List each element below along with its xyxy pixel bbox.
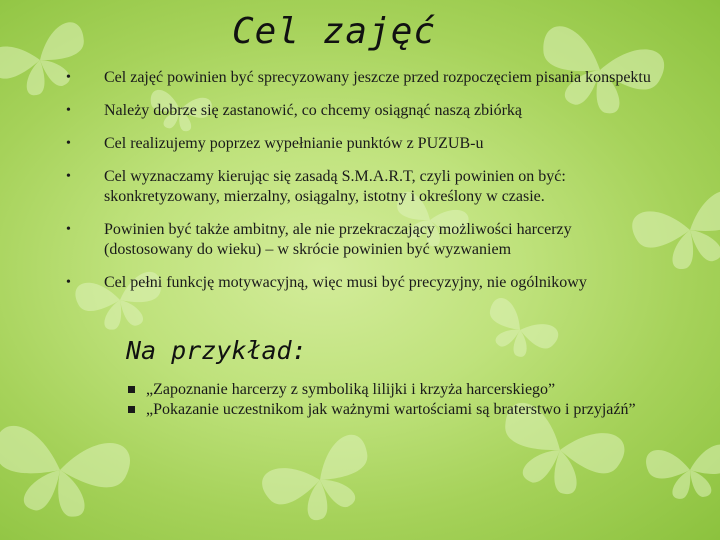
square-bullet-icon: [128, 386, 135, 393]
bullet-dot: •: [66, 169, 71, 184]
bullet-text: Cel pełni funkcję motywacyjną, więc musi być precyzyjny, nie ogólnikowy: [104, 274, 587, 291]
slide-title: Cel zajęć: [232, 11, 437, 52]
example-list: [126, 380, 646, 420]
bullet-item: [62, 101, 662, 121]
bullet-item: [62, 273, 662, 293]
example-item: [126, 380, 646, 400]
example-text: „Pokazanie uczestnikom jak ważnymi wartościami są braterstwo i przyjaźń”: [146, 401, 636, 418]
square-bullet-icon: [128, 406, 135, 413]
butterfly-icon: [257, 430, 385, 536]
bullet-list: [62, 68, 662, 306]
butterfly-icon: [0, 423, 133, 525]
bullet-dot: •: [66, 275, 71, 290]
bullet-item: [62, 220, 662, 260]
bullet-text: Powinien być także ambitny, ale nie przekraczający możliwości harcerzy (dostosowany do wieku) – w skrócie powinien być wyzwaniem: [104, 221, 572, 258]
bullet-text: Cel wyznaczamy kierując się zasadą S.M.A.R.T, czyli powinien on być: skonkretyzowany, mierzalny, osiągalny, istotny i określony w czasie.: [104, 168, 566, 205]
bullet-text: Należy dobrze się zastanowić, co chcemy osiągnąć naszą zbiórką: [104, 102, 523, 119]
bullet-dot: •: [66, 136, 71, 151]
bullet-item: [62, 134, 662, 154]
butterfly-icon: [645, 444, 720, 502]
example-text: „Zapoznanie harcerzy z symboliką lilijki i krzyża harcerskiego”: [146, 381, 556, 398]
bullet-text: Cel realizujemy poprzez wypełnianie punktów z PUZUB-u: [104, 135, 484, 152]
example-item: [126, 400, 646, 420]
example-heading: Na przykład:: [126, 336, 307, 365]
bullet-dot: •: [66, 222, 71, 237]
bullet-dot: •: [66, 70, 71, 85]
bullet-item: [62, 167, 662, 207]
bullet-dot: •: [66, 103, 71, 118]
bullet-item: [62, 68, 662, 88]
bullet-text: Cel zajęć powinien być sprecyzowany jeszcze przed rozpoczęciem pisania konspektu: [104, 69, 651, 86]
